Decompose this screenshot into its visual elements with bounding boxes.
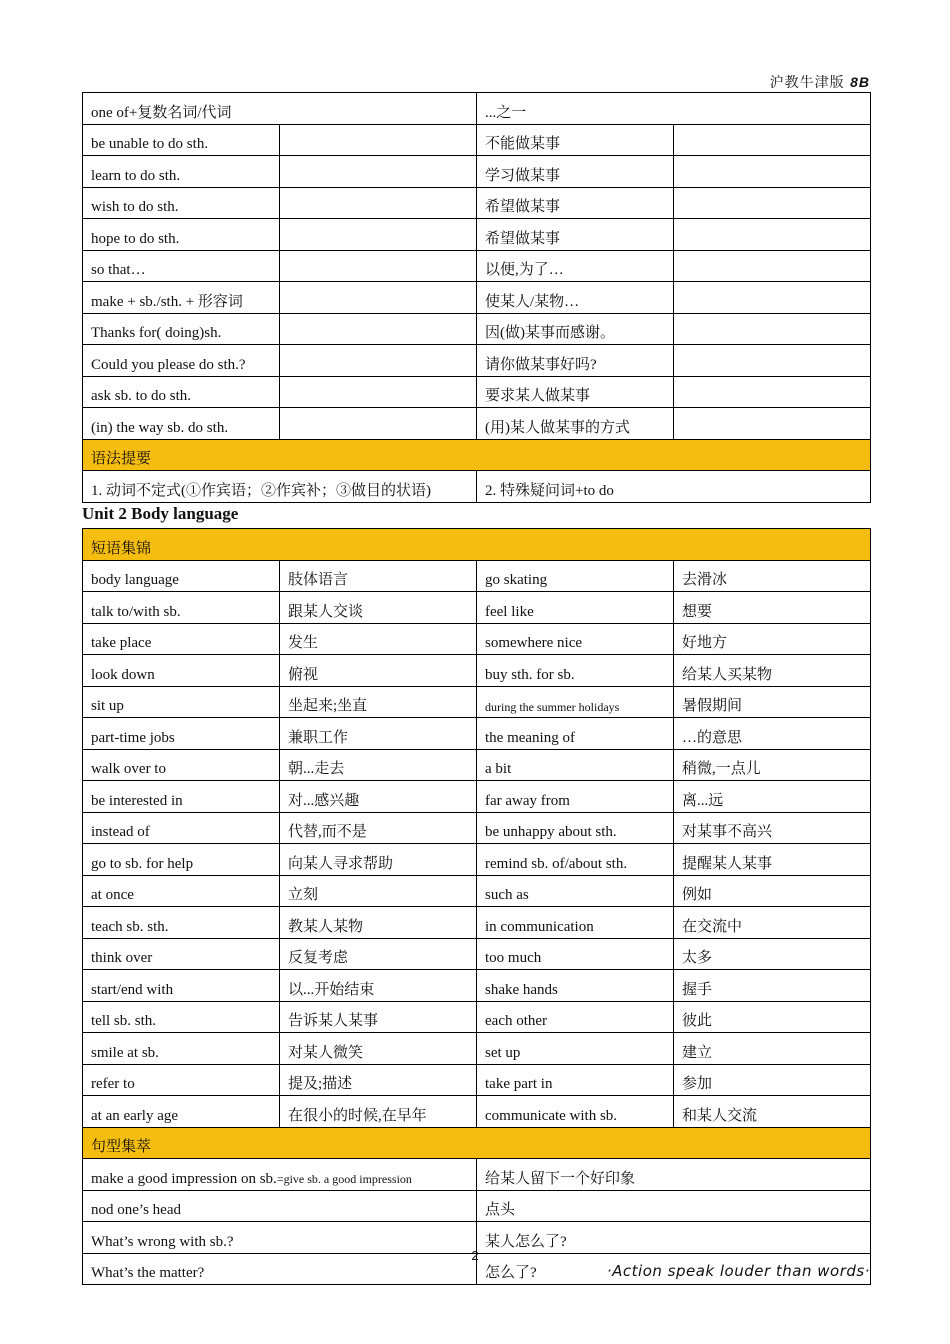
phrase-cn: 要求某人做某事 <box>477 376 674 408</box>
phrase-en: one of+复数名词/代词 <box>83 93 477 125</box>
phrase-cn: 去滑冰 <box>674 560 871 592</box>
phrase-en: too much <box>477 938 674 970</box>
table-row <box>83 219 871 251</box>
phrase-cn: 朝...走去 <box>280 749 477 781</box>
phrase-cn: (用)某人做某事的方式 <box>477 408 674 440</box>
grade-label: 8B <box>850 74 870 90</box>
phrase-en: part-time jobs <box>83 718 280 750</box>
phrase-en: feel like <box>477 592 674 624</box>
phrase-cn: 教某人某物 <box>280 907 477 939</box>
phrase-en: sit up <box>83 686 280 718</box>
table-row <box>83 250 871 282</box>
phrase-en: go skating <box>477 560 674 592</box>
table-row <box>83 376 871 408</box>
phrase-cn: 俯视 <box>280 655 477 687</box>
table-row <box>83 1001 871 1033</box>
phrase-cn: 对某人微笑 <box>280 1033 477 1065</box>
phrase-en: hope to do sth. <box>83 219 280 251</box>
table-row <box>83 408 871 440</box>
publisher-label: 沪教牛津版 <box>769 75 845 91</box>
phrase-cn: 以...开始结束 <box>280 970 477 1002</box>
blank-cell <box>674 250 871 282</box>
phrase-en: somewhere nice <box>477 623 674 655</box>
blank-cell <box>280 219 477 251</box>
phrase-cn: 彼此 <box>674 1001 871 1033</box>
section-header-row <box>83 1127 871 1159</box>
blank-cell <box>674 376 871 408</box>
blank-cell <box>280 376 477 408</box>
blank-cell <box>674 156 871 188</box>
phrase-en: each other <box>477 1001 674 1033</box>
blank-cell <box>280 408 477 440</box>
phrases-section-title: 短语集锦 <box>83 529 871 561</box>
phrase-en: instead of <box>83 812 280 844</box>
phrase-cn: 反复考虑 <box>280 938 477 970</box>
unit-title: Unit 2 Body language <box>82 504 239 523</box>
table-row <box>83 1159 871 1191</box>
phrase-en: take place <box>83 623 280 655</box>
table-row <box>83 1033 871 1065</box>
sentence-en-alt: =give sb. a good impression <box>276 1171 412 1186</box>
phrase-cn: 不能做某事 <box>477 124 674 156</box>
grammar-point-1: 1. 动词不定式(①作宾语；②作宾补；③做目的状语) <box>83 471 477 503</box>
phrase-cn: 代替,而不是 <box>280 812 477 844</box>
phrase-cn: 稍微,一点儿 <box>674 749 871 781</box>
phrase-cn: 暑假期间 <box>674 686 871 718</box>
phrase-en: take part in <box>477 1064 674 1096</box>
blank-cell <box>674 313 871 345</box>
table-row <box>83 875 871 907</box>
phrase-cn: 建立 <box>674 1033 871 1065</box>
phrase-en: make + sb./sth. + 形容词 <box>83 282 280 314</box>
blank-cell <box>280 156 477 188</box>
table-row <box>83 655 871 687</box>
table-row <box>83 718 871 750</box>
phrase-cn: 提醒某人某事 <box>674 844 871 876</box>
table-row <box>83 812 871 844</box>
blank-cell <box>674 187 871 219</box>
blank-cell <box>280 124 477 156</box>
phrase-cn: 参加 <box>674 1064 871 1096</box>
phrase-en: body language <box>83 560 280 592</box>
page-number: 2 <box>471 1248 479 1263</box>
table-row <box>83 907 871 939</box>
blank-cell <box>674 219 871 251</box>
grammar-section-title: 语法提要 <box>83 439 871 471</box>
phrase-cn: 给某人买某物 <box>674 655 871 687</box>
table-row <box>83 1190 871 1222</box>
phrase-en: be unhappy about sth. <box>477 812 674 844</box>
section-header-row <box>83 439 871 471</box>
phrase-cn: 提及;描述 <box>280 1064 477 1096</box>
phrase-cn: 在很小的时候,在早年 <box>280 1096 477 1128</box>
sentence-en: What’s wrong with sb.? <box>83 1222 477 1254</box>
phrase-cn: 想要 <box>674 592 871 624</box>
phrases-table-unit2 <box>82 528 871 1285</box>
table-row <box>83 313 871 345</box>
phrase-cn: 兼职工作 <box>280 718 477 750</box>
table-row <box>83 282 871 314</box>
sentences-section-title: 句型集萃 <box>83 1127 871 1159</box>
phrase-cn: 发生 <box>280 623 477 655</box>
page-header <box>770 72 870 92</box>
table-row <box>83 471 871 503</box>
table-row <box>83 560 871 592</box>
phrase-en: Thanks for( doing)sh. <box>83 313 280 345</box>
phrase-en: such as <box>477 875 674 907</box>
phrase-cn: 立刻 <box>280 875 477 907</box>
phrase-cn: 向某人寻求帮助 <box>280 844 477 876</box>
table-row <box>83 156 871 188</box>
phrase-cn: 例如 <box>674 875 871 907</box>
blank-cell <box>674 282 871 314</box>
table-row <box>83 345 871 377</box>
grammar-point-2: 2. 特殊疑问词+to do <box>477 471 871 503</box>
blank-cell <box>674 408 871 440</box>
phrase-en: buy sth. for sb. <box>477 655 674 687</box>
blank-cell <box>280 282 477 314</box>
phrase-en: Could you please do sth.? <box>83 345 280 377</box>
phrase-en: refer to <box>83 1064 280 1096</box>
section-header-row <box>83 529 871 561</box>
phrase-cn: 因(做)某事而感谢。 <box>477 313 674 345</box>
phrase-cn: 告诉某人某事 <box>280 1001 477 1033</box>
phrase-cn: 和某人交流 <box>674 1096 871 1128</box>
phrase-cn: 离...远 <box>674 781 871 813</box>
phrase-en: during the summer holidays <box>477 686 674 718</box>
phrase-cn: …的意思 <box>674 718 871 750</box>
phrase-en: go to sb. for help <box>83 844 280 876</box>
phrase-cn: 学习做某事 <box>477 156 674 188</box>
phrase-cn: 好地方 <box>674 623 871 655</box>
phrase-cn: 握手 <box>674 970 871 1002</box>
sentence-cn: 点头 <box>477 1190 871 1222</box>
phrase-en: start/end with <box>83 970 280 1002</box>
phrase-cn: 希望做某事 <box>477 187 674 219</box>
table-row <box>83 1064 871 1096</box>
blank-cell <box>674 124 871 156</box>
phrase-en: think over <box>83 938 280 970</box>
table-row <box>83 686 871 718</box>
table-row <box>83 124 871 156</box>
phrase-cn: 肢体语言 <box>280 560 477 592</box>
sentence-cn: 怎么了? <box>477 1253 871 1285</box>
phrase-en: communicate with sb. <box>477 1096 674 1128</box>
table-row <box>83 970 871 1002</box>
phrase-en: learn to do sth. <box>83 156 280 188</box>
sentence-cn: 某人怎么了? <box>477 1222 871 1254</box>
phrase-cn: 太多 <box>674 938 871 970</box>
phrase-cn: 跟某人交谈 <box>280 592 477 624</box>
sentence-en: nod one’s head <box>83 1190 477 1222</box>
table-row <box>83 187 871 219</box>
table-row <box>83 93 871 125</box>
phrase-cn: ...之一 <box>477 93 871 125</box>
phrase-cn: 对某事不高兴 <box>674 812 871 844</box>
blank-cell <box>674 345 871 377</box>
phrase-cn: 以便,为了… <box>477 250 674 282</box>
phrase-en: at once <box>83 875 280 907</box>
phrase-en: be interested in <box>83 781 280 813</box>
blank-cell <box>280 345 477 377</box>
phrase-en: wish to do sth. <box>83 187 280 219</box>
sentence-cn: 给某人留下一个好印象 <box>477 1159 871 1191</box>
phrases-table-unit1 <box>82 92 871 503</box>
footer-motto: ·Action speak louder than words· <box>606 1262 870 1280</box>
blank-cell <box>280 187 477 219</box>
blank-cell <box>280 313 477 345</box>
phrase-en: teach sb. sth. <box>83 907 280 939</box>
phrase-en: remind sb. of/about sth. <box>477 844 674 876</box>
phrase-en: at an early age <box>83 1096 280 1128</box>
sentence-en-main: make a good impression on sb. <box>91 1170 277 1187</box>
phrase-cn: 希望做某事 <box>477 219 674 251</box>
phrase-cn: 坐起来;坐直 <box>280 686 477 718</box>
table-row <box>83 592 871 624</box>
phrase-cn: 使某人/某物… <box>477 282 674 314</box>
sentence-en: What’s the matter? <box>83 1253 477 1285</box>
phrase-en: a bit <box>477 749 674 781</box>
phrase-cn: 对...感兴趣 <box>280 781 477 813</box>
table-row <box>83 749 871 781</box>
phrase-en: tell sb. sth. <box>83 1001 280 1033</box>
phrase-en: far away from <box>477 781 674 813</box>
table-row <box>83 623 871 655</box>
phrase-en: in communication <box>477 907 674 939</box>
phrase-en: be unable to do sth. <box>83 124 280 156</box>
phrase-en: (in) the way sb. do sth. <box>83 408 280 440</box>
phrase-cn: 在交流中 <box>674 907 871 939</box>
phrase-en: the meaning of <box>477 718 674 750</box>
phrase-cn: 请你做某事好吗? <box>477 345 674 377</box>
phrase-en: walk over to <box>83 749 280 781</box>
phrase-en: so that… <box>83 250 280 282</box>
table-row <box>83 1096 871 1128</box>
blank-cell <box>280 250 477 282</box>
table-row <box>83 844 871 876</box>
table-row <box>83 781 871 813</box>
table-row <box>83 938 871 970</box>
phrase-en: shake hands <box>477 970 674 1002</box>
sentence-en <box>83 1159 477 1191</box>
phrase-en: smile at sb. <box>83 1033 280 1065</box>
phrase-en: ask sb. to do sth. <box>83 376 280 408</box>
phrase-en: talk to/with sb. <box>83 592 280 624</box>
phrase-en: look down <box>83 655 280 687</box>
phrase-en: set up <box>477 1033 674 1065</box>
